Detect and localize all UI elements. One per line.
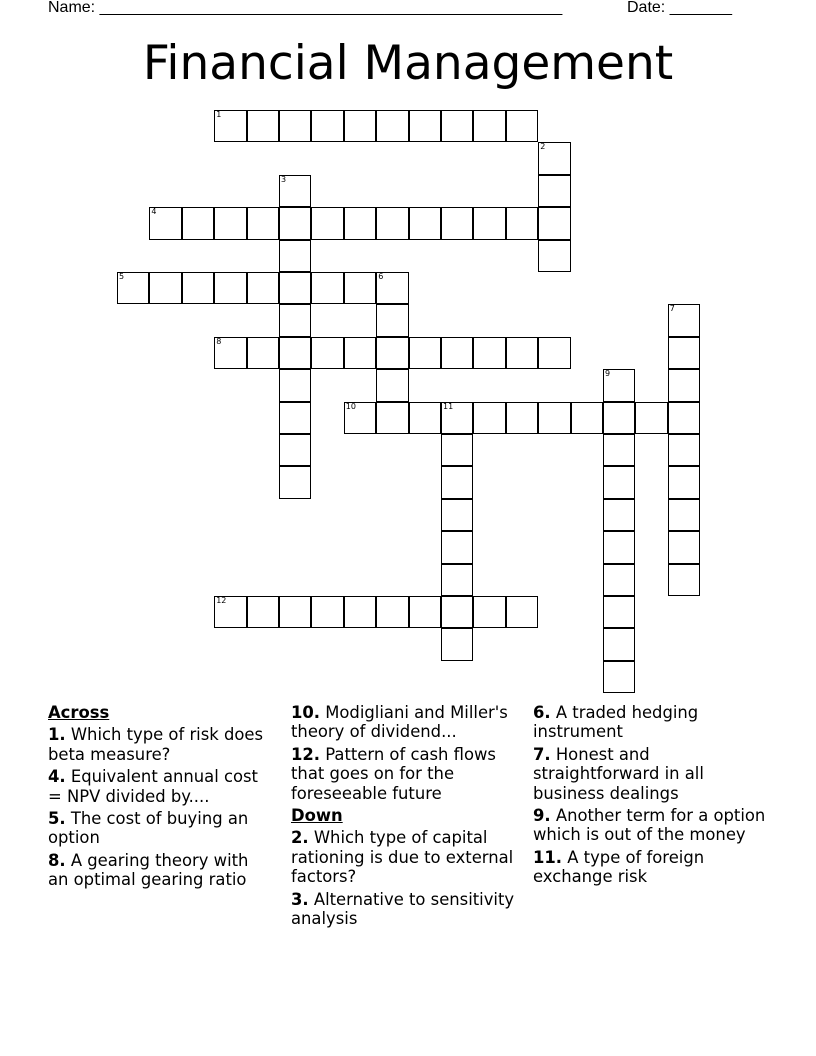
grid-cell[interactable] [603, 628, 635, 660]
grid-cell[interactable] [409, 110, 441, 142]
grid-cell[interactable] [247, 337, 279, 369]
grid-cell[interactable] [182, 207, 214, 239]
grid-cell[interactable] [538, 240, 570, 272]
grid-cell[interactable] [473, 207, 505, 239]
cell-number: 4 [151, 207, 157, 217]
clue-number: 6. [533, 703, 551, 722]
grid-cell[interactable] [279, 466, 311, 498]
grid-cell[interactable] [279, 240, 311, 272]
grid-cell[interactable] [409, 337, 441, 369]
grid-cell[interactable] [344, 337, 376, 369]
grid-cell[interactable] [376, 207, 408, 239]
grid-cell[interactable] [376, 337, 408, 369]
grid-cell[interactable] [538, 142, 570, 174]
grid-cell[interactable] [441, 337, 473, 369]
clue-down-3 [291, 890, 523, 929]
grid-cell[interactable] [376, 402, 408, 434]
grid-cell[interactable] [635, 402, 667, 434]
grid-cell[interactable] [441, 596, 473, 628]
clue-text: Pattern of cash flows that goes on for the foreseeable future [291, 744, 496, 803]
grid-cell[interactable] [603, 466, 635, 498]
grid-cell[interactable] [538, 175, 570, 207]
clue-across-5 [48, 809, 273, 848]
clue-down-6 [533, 703, 773, 742]
grid-cell[interactable] [149, 272, 181, 304]
clue-text: Modigliani and Miller's theory of dividend... [291, 703, 508, 742]
grid-cell[interactable] [441, 434, 473, 466]
clue-across-12 [291, 745, 523, 803]
clue-down-9 [533, 806, 773, 845]
clue-text: Equivalent annual cost = NPV divided by.... [48, 767, 258, 806]
clue-number: 5. [48, 809, 66, 829]
grid-cell[interactable] [344, 596, 376, 628]
grid-cell[interactable] [668, 402, 700, 434]
clue-number: 2. [291, 828, 309, 848]
clue-number: 7. [533, 744, 551, 764]
grid-cell[interactable] [214, 337, 246, 369]
clue-text: Which type of capital rationing is due to external factors? [291, 828, 514, 887]
grid-cell[interactable] [214, 272, 246, 304]
grid-cell[interactable] [279, 110, 311, 142]
clue-column-3 [533, 703, 773, 890]
grid-cell[interactable] [279, 596, 311, 628]
grid-cell[interactable] [376, 304, 408, 336]
down-heading: Down [291, 806, 343, 826]
clue-number: 4. [48, 767, 66, 787]
grid-cell[interactable] [311, 337, 343, 369]
grid-cell[interactable] [409, 207, 441, 239]
clue-across-1 [48, 725, 273, 764]
clue-column-2 [291, 703, 523, 931]
grid-cell[interactable] [668, 304, 700, 336]
grid-cell[interactable] [376, 596, 408, 628]
grid-cell[interactable] [441, 628, 473, 660]
cell-number: 5 [119, 272, 125, 281]
grid-cell[interactable] [668, 434, 700, 466]
grid-cell[interactable] [376, 272, 408, 304]
grid-cell[interactable] [409, 596, 441, 628]
clue-text: A gearing theory with an optimal gearing ratio [48, 850, 249, 890]
grid-cell[interactable] [506, 596, 538, 628]
date-field-label: Date: _______ [627, 0, 732, 16]
cell-number: 12 [216, 596, 227, 605]
clue-number: 8. [48, 850, 66, 870]
clue-number: 10. [291, 703, 321, 722]
grid-cell[interactable] [668, 499, 700, 531]
grid-cell[interactable] [441, 207, 473, 239]
cell-number: 2 [540, 142, 546, 152]
grid-cell[interactable] [247, 596, 279, 628]
grid-cell[interactable] [668, 369, 700, 401]
puzzle-title: Financial Management [142, 36, 674, 91]
grid-cell[interactable] [311, 596, 343, 628]
clue-down-2 [291, 828, 523, 886]
grid-cell[interactable] [506, 110, 538, 142]
grid-cell[interactable] [279, 369, 311, 401]
grid-cell[interactable] [311, 110, 343, 142]
grid-cell[interactable] [344, 402, 376, 434]
grid-cell[interactable] [376, 369, 408, 401]
grid-cell[interactable] [603, 369, 635, 401]
clue-text: Another term for a option which is out of the money [533, 806, 766, 845]
name-field-label: Name: ____________________________________________________ [48, 0, 563, 16]
cell-number: 9 [605, 369, 611, 379]
grid-cell[interactable] [247, 207, 279, 239]
clue-across-10 [291, 703, 523, 742]
across-heading: Across [48, 703, 110, 722]
grid-cell[interactable] [603, 434, 635, 466]
clue-text: Honest and straightforward in all business dealings [533, 744, 704, 803]
clue-text: A traded hedging instrument [533, 703, 699, 742]
grid-cell[interactable] [603, 661, 635, 693]
grid-cell[interactable] [473, 110, 505, 142]
grid-cell[interactable] [214, 596, 246, 628]
grid-cell[interactable] [279, 207, 311, 239]
grid-cell[interactable] [344, 110, 376, 142]
grid-cell[interactable] [279, 272, 311, 304]
grid-cell[interactable] [344, 207, 376, 239]
clue-text: Alternative to sensitivity analysis [291, 889, 515, 929]
grid-cell[interactable] [506, 402, 538, 434]
clue-text: A type of foreign exchange risk [533, 847, 705, 887]
clue-down-7 [533, 745, 773, 803]
grid-cell[interactable] [376, 110, 408, 142]
grid-cell[interactable] [668, 564, 700, 596]
cell-number: 3 [281, 174, 287, 184]
clue-across-4 [48, 767, 273, 806]
cell-number: 8 [216, 336, 222, 346]
grid-cell[interactable] [506, 207, 538, 239]
grid-cell[interactable] [538, 402, 570, 434]
grid-cell[interactable] [279, 434, 311, 466]
grid-cell[interactable] [668, 466, 700, 498]
grid-cell[interactable] [311, 272, 343, 304]
clue-number: 1. [48, 725, 66, 745]
grid-cell[interactable] [603, 402, 635, 434]
clue-across-8 [48, 851, 273, 890]
grid-cell[interactable] [279, 337, 311, 369]
clue-text: Which type of risk does beta measure? [48, 725, 264, 764]
grid-cell[interactable] [441, 564, 473, 596]
grid-cell[interactable] [279, 402, 311, 434]
clue-text: The cost of buying an option [48, 809, 249, 848]
clue-number: 9. [533, 806, 551, 826]
grid-cell[interactable] [149, 207, 181, 239]
clue-number: 12. [291, 744, 321, 764]
clue-column-1 [48, 703, 273, 893]
grid-cell[interactable] [441, 499, 473, 531]
cell-number: 7 [669, 304, 675, 314]
cell-number: 1 [216, 110, 222, 119]
grid-cell[interactable] [473, 337, 505, 369]
grid-cell[interactable] [473, 402, 505, 434]
grid-cell[interactable] [441, 466, 473, 498]
grid-cell[interactable] [506, 337, 538, 369]
grid-cell[interactable] [344, 272, 376, 304]
grid-cell[interactable] [668, 337, 700, 369]
grid-cell[interactable] [441, 402, 473, 434]
grid-cell[interactable] [247, 272, 279, 304]
grid-cell[interactable] [214, 207, 246, 239]
grid-cell[interactable] [538, 337, 570, 369]
grid-cell[interactable] [117, 272, 149, 304]
grid-cell[interactable] [279, 175, 311, 207]
grid-cell[interactable] [247, 110, 279, 142]
grid-cell[interactable] [603, 564, 635, 596]
grid-cell[interactable] [603, 596, 635, 628]
grid-cell[interactable] [668, 531, 700, 563]
grid-cell[interactable] [571, 402, 603, 434]
grid-cell[interactable] [182, 272, 214, 304]
clue-number: 11. [533, 847, 563, 867]
clue-number: 3. [291, 889, 309, 909]
grid-cell[interactable] [409, 402, 441, 434]
cell-number: 11 [443, 401, 454, 411]
grid-cell[interactable] [214, 110, 246, 142]
grid-cell[interactable] [441, 531, 473, 563]
grid-cell[interactable] [603, 531, 635, 563]
clue-down-11 [533, 848, 773, 887]
grid-cell[interactable] [311, 207, 343, 239]
grid-cell[interactable] [603, 499, 635, 531]
grid-cell[interactable] [473, 596, 505, 628]
grid-cell[interactable] [279, 304, 311, 336]
grid-cell[interactable] [441, 110, 473, 142]
cell-number: 6 [378, 272, 384, 281]
grid-cell[interactable] [538, 207, 570, 239]
cell-number: 10 [345, 401, 356, 411]
